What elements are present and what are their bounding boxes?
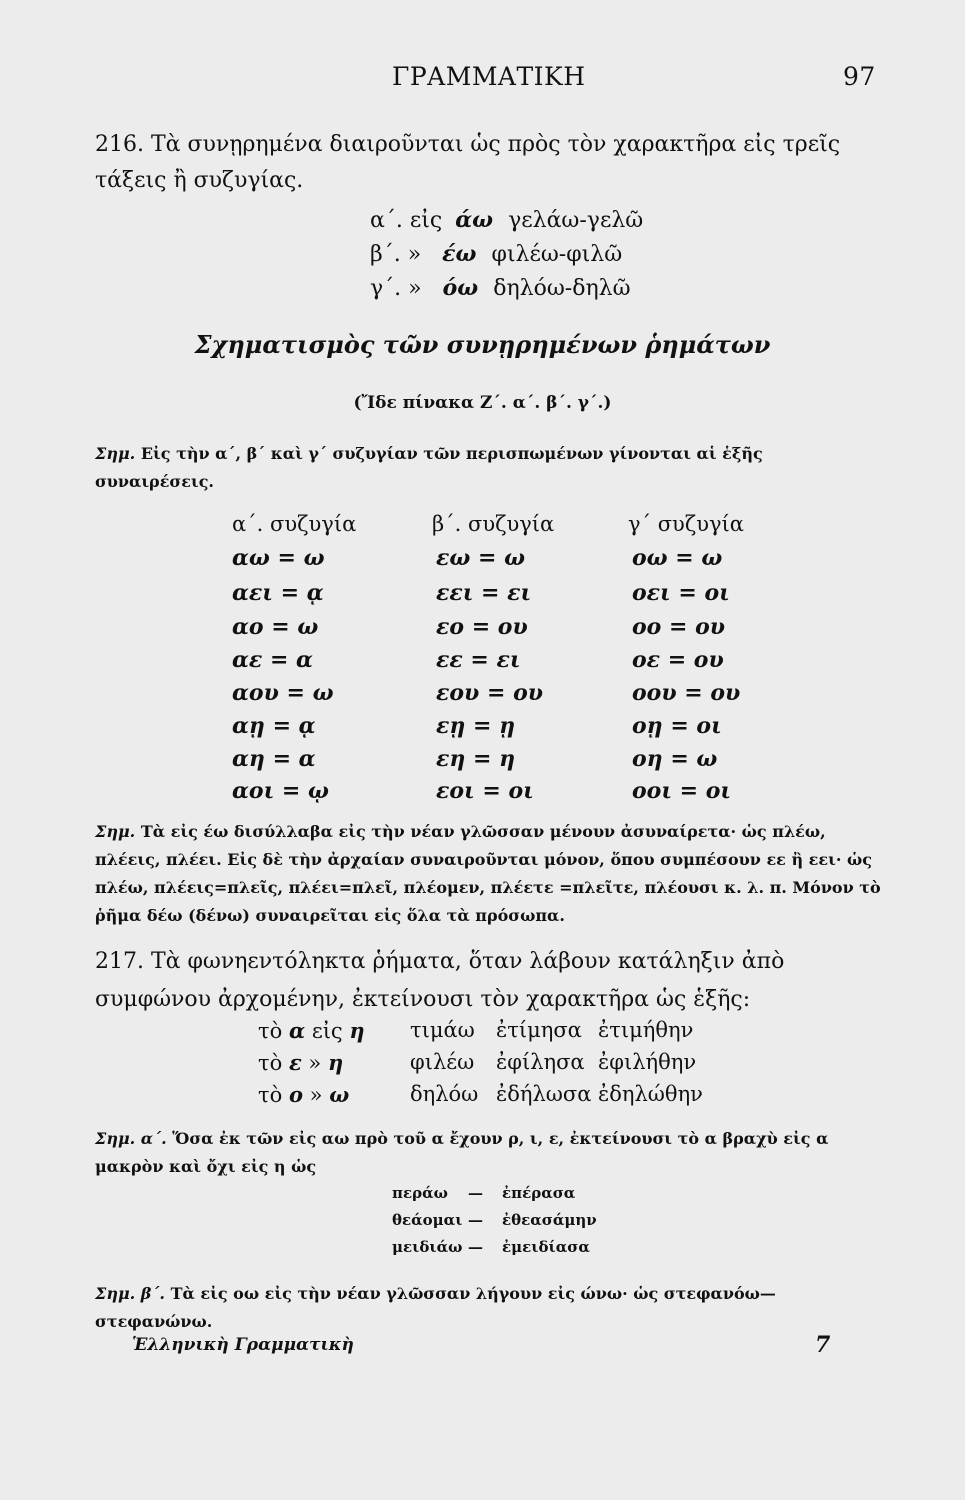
table-cell: οει = οι	[632, 580, 730, 606]
paragraph-217: 217. Τὰ φωνηεντόληκτα ῥήματα, ὅταν λάβουν κατάληξιν ἀπὸ συμφώνου ἀρχομένην, ἐκτείνουσι τὸν χαρακτῆρα ὡς ἑξῆς:	[95, 949, 785, 1012]
table-cell: εει = ει	[436, 580, 532, 606]
extension-word: δηλόω	[410, 1082, 479, 1106]
table-cell: αη = α	[232, 746, 316, 772]
conj-number: β΄. »	[370, 242, 422, 267]
extension-row: τὸ ε » η	[258, 1050, 344, 1075]
table-cell: οῃ = οι	[632, 713, 722, 739]
extension-word: ἐφίλησα	[496, 1050, 585, 1074]
example-word: ἐπέρασα	[502, 1184, 576, 1202]
note-text: Εἰς τὴν α΄, β΄ καὶ γ΄ συζυγίαν τῶν περισπωμένων γίνονται αἱ ἑξῆς συναιρέσεις.	[95, 444, 763, 491]
extension-word: ἐτίμησα	[496, 1018, 582, 1042]
extension-word: φιλέω	[410, 1050, 475, 1074]
example-word: ἐμειδίασα	[502, 1238, 590, 1256]
note-text: Ὅσα ἐκ τῶν εἰς αω πρὸ τοῦ α ἔχουν ρ, ι, ε, ἐκτείνουσι τὸ α βραχὺ εἰς α μακρὸν καὶ ὄχι εἰς η ὡς	[95, 1129, 829, 1176]
table-header-b: β΄. συζυγία	[432, 512, 555, 536]
note-3	[95, 1125, 885, 1181]
example-dash: —	[468, 1184, 483, 1202]
note-text: Τὰ εἰς έω δισύλλαβα εἰς τὴν νέαν γλῶσσαν μένουν ἀσυναίρετα· ὡς πλέω, πλέεις, πλέει. Εἰς δὲ τὴν ἀρχαίαν συναιροῦνται μόνον, ὅπου συμπέσουν εε ἢ εει· ὡς πλέω, πλέεις=πλεῖς, πλέει=πλεῖ, πλέομεν, πλέετε =πλεῖτε, πλέουσι κ. λ. π. Μόνον τὸ ῥῆμα δέω (δένω) συναιρεῖται εἰς ὅλα τὰ πρόσωπα.	[95, 822, 881, 925]
table-cell: οω = ω	[632, 545, 723, 571]
conj-ending: έω	[442, 241, 477, 267]
extension-word: ἐδήλωσα	[496, 1082, 592, 1106]
table-cell: εῃ = ῃ	[436, 713, 516, 739]
table-cell: εω = ω	[436, 545, 526, 571]
note-1	[95, 440, 885, 496]
conj-ending: όω	[442, 275, 479, 301]
conj-number: γ΄. »	[370, 276, 422, 301]
note-4	[95, 1280, 885, 1336]
section-heading: Σχηματισμὸς τῶν συνῃρημένων ῥημάτων	[194, 330, 771, 359]
note-label: Σημ.	[95, 822, 136, 841]
example-dash: —	[468, 1211, 483, 1229]
book-title-footer: Ἑλληνικὴ Γραμματικὴ	[132, 1335, 354, 1355]
table-header-c: γ΄ συζυγία	[628, 512, 744, 536]
table-reference: (Ἴδε πίνακα Ζ΄. α΄. β΄. γ΄.)	[353, 393, 612, 413]
table-cell: αῃ = ᾳ	[232, 713, 316, 739]
paragraph-216: 216. Τὰ συνῃρημένα διαιροῦνται ὡς πρὸς τὸν χαρακτῆρα εἰς τρεῖς τάξεις ἢ συζυγίας.	[95, 132, 841, 193]
example-word: θεάομαι	[392, 1211, 463, 1229]
note-2	[95, 818, 885, 930]
signature-mark: 7	[815, 1332, 831, 1358]
table-cell: οο = ου	[632, 614, 726, 640]
conjugation-c	[370, 275, 631, 301]
extension-row: τὸ ο » ω	[258, 1082, 350, 1107]
extension-word: τιμάω	[410, 1018, 475, 1042]
extension-row: τὸ α εἰς η	[258, 1018, 365, 1043]
page-number: 97	[843, 62, 876, 91]
table-cell: αοι = ῳ	[232, 778, 329, 804]
extension-word: ἐφιλήθην	[598, 1050, 697, 1074]
example-dash: —	[468, 1238, 483, 1256]
conj-example: γελάω-γελῶ	[508, 208, 644, 233]
table-cell: αο = ω	[232, 614, 319, 640]
table-cell: εη = η	[436, 746, 516, 772]
note-label: Σημ. α΄.	[95, 1129, 167, 1148]
table-cell: οη = ω	[632, 746, 718, 772]
table-cell: οε = ου	[632, 647, 724, 673]
table-cell: εε = ει	[436, 647, 521, 673]
running-head: ΓΡΑΜΜΑΤΙΚΗ	[392, 62, 586, 91]
table-cell: οοι = οι	[632, 778, 732, 804]
example-word: μειδιάω	[392, 1238, 463, 1256]
table-cell: εου = ου	[436, 680, 544, 706]
table-cell: εοι = οι	[436, 778, 534, 804]
example-word: περάω	[392, 1184, 448, 1202]
table-cell: αει = ᾳ	[232, 580, 324, 606]
conj-ending: άω	[455, 207, 494, 233]
extension-word: ἐτιμήθην	[598, 1018, 694, 1042]
extension-word: ἐδηλώθην	[598, 1082, 703, 1106]
conjugation-b	[370, 241, 622, 267]
conj-example: δηλόω-δηλῶ	[493, 276, 631, 301]
conjugation-a	[370, 207, 643, 233]
table-cell: αω = ω	[232, 545, 325, 571]
note-label: Σημ.	[95, 444, 136, 463]
table-cell: οου = ου	[632, 680, 741, 706]
note-label: Σημ. β΄.	[95, 1284, 165, 1303]
table-header-a: α΄. συζυγία	[232, 512, 357, 536]
table-cell: αε = α	[232, 647, 313, 673]
table-cell: εο = ου	[436, 614, 528, 640]
note-text: Τὰ εἰς οω εἰς τὴν νέαν γλῶσσαν λήγουν εἰς ώνω· ὡς στεφανόω—στεφανώνω.	[95, 1284, 776, 1331]
table-cell: αου = ω	[232, 680, 334, 706]
conj-number: α΄. εἰς	[370, 208, 443, 233]
example-word: ἐθεασάμην	[502, 1211, 597, 1229]
conj-example: φιλέω-φιλῶ	[491, 242, 623, 267]
